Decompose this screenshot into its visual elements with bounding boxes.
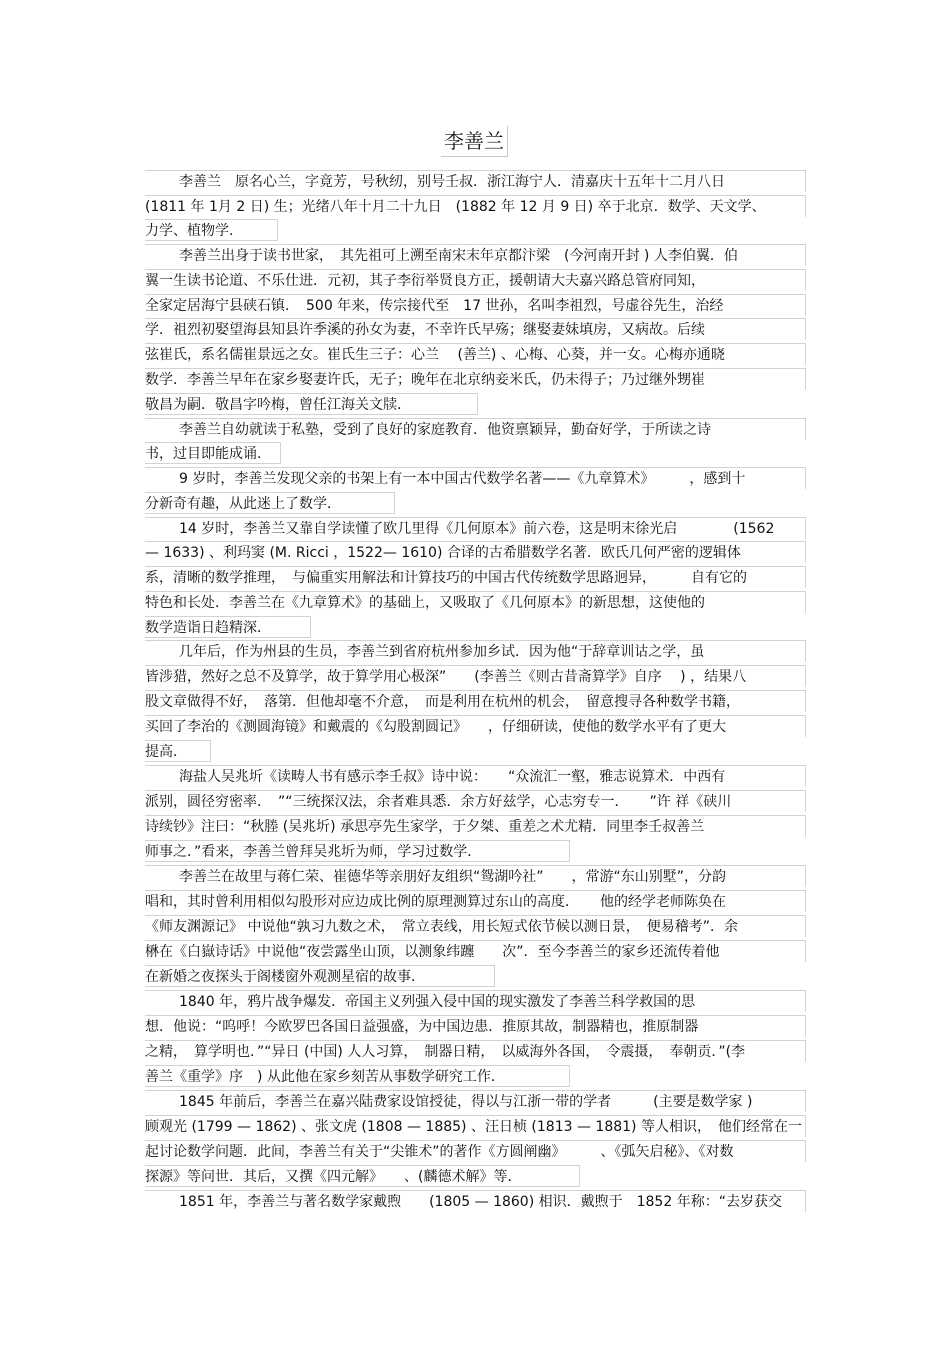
- text-line: 14 岁时，李善兰又靠自学读懂了欧几里得《几何原本》前六卷，这是明末徐光启 (1562: [145, 517, 806, 539]
- text-line: 之精， 算学明也．”“异日 (中国) 人人习算， 制器日精， 以威海外各国， 令震摄， 奉朝贡．”(李: [145, 1040, 806, 1062]
- text-line: 数学造诣日趋精深．: [145, 616, 311, 638]
- text-line: 分新奇有趣，从此迷上了数学．: [145, 492, 395, 514]
- text-line: 师事之．”看来，李善兰曾拜吴兆圻为师，学习过数学．: [145, 840, 570, 862]
- text-line: 李善兰在故里与蒋仁荣、崔德华等亲朋好友组织“鸳湖吟社” ，常游“东山别墅”，分韵: [145, 865, 806, 887]
- text-line: 力学、植物学．: [145, 219, 278, 241]
- text-line: 探源》等问世．其后，又撰《四元解》 、(麟德术解》等．: [145, 1165, 580, 1187]
- text-line: 想．他说：“呜呼！今欧罗巴各国日益强盛，为中国边患．推原其故，制器精也，推原制器: [145, 1015, 806, 1037]
- text-line: 1851 年，李善兰与著名数学家戴煦 (1805 — 1860) 相识．戴煦于 1852 年称：“去岁获交: [145, 1190, 806, 1212]
- text-line: 诗续钞》注曰：“秋塍 (吴兆圻) 承思亭先生家学，于夕桀、重差之术尤精．同里李壬叔善兰: [145, 815, 806, 837]
- text-line: 弦崔氏，系名儒崔景远之女。崔氏生三子：心兰 (善兰) 、心梅、心葵，并一女。心梅亦通晓: [145, 343, 806, 365]
- text-line: 李善兰自幼就读于私塾，受到了良好的家庭教育．他资禀颖异，勤奋好学，于所读之诗: [145, 418, 806, 440]
- text-line: 《师友渊源记》 中说他“孰习九数之术， 常立表线，用长短式依节候以测日景， 便易稽考”．余: [145, 915, 806, 937]
- text-line: 9 岁时，李善兰发现父亲的书架上有一本中国古代数学名著——《九章算术》 ，感到十: [145, 467, 806, 489]
- text-line: 1845 年前后，李善兰在嘉兴陆费家设馆授徒，得以与江浙一带的学者 (主要是数学家 ): [145, 1090, 806, 1112]
- text-line: 皆涉猎，然好之总不及算学，故于算学用心极深” (李善兰《则古昔斋算学》自序 ) ，结果八: [145, 665, 806, 687]
- text-line: 楙在《白嶽诗话》中说他“夜尝露坐山顶，以测象纬躔 次”．至今李善兰的家乡还流传着他: [145, 940, 806, 962]
- text-line: 数学．李善兰早年在家乡娶妻许氏，无子；晚年在北京纳妾米氏，仍未得子；乃过继外甥崔: [145, 368, 806, 390]
- text-line: 买回了李治的《测圆海镜》和戴震的《勾股割圆记》 ，仔细研读，使他的数学水平有了更大: [145, 715, 806, 737]
- text-line: 在新婚之夜探头于阁楼窗外观测星宿的故事．: [145, 965, 495, 987]
- text-line: 李善兰出身于读书世家， 其先祖可上溯至南宋末年京都汴梁 (今河南开封 ) 人李伯翼．伯: [145, 244, 806, 266]
- text-line: 翼一生读书论道、不乐仕进．元初，其子李衍举贤良方正，援朝请大夫嘉兴路总管府同知，: [145, 269, 806, 291]
- text-line: 系，清晰的数学推理， 与偏重实用解法和计算技巧的中国古代传统数学思路迥异， 自有它的: [145, 566, 806, 588]
- text-line: 唱和，其时曾利用相似勾股形对应边成比例的原理测算过东山的高度． 他的经学老师陈奂在: [145, 890, 806, 912]
- text-line: 顾观光 (1799 — 1862) 、张文虎 (1808 — 1885) 、汪日桢 (1813 — 1881) 等人相识， 他们经常在一: [145, 1115, 806, 1137]
- text-line: 书，过目即能成诵．: [145, 442, 281, 464]
- text-line: 1840 年，鸦片战争爆发．帝国主义列强入侵中国的现实激发了李善兰科学救国的思: [145, 990, 806, 1012]
- text-line: 提高．: [145, 740, 211, 762]
- text-line: (1811 年 1月 2 日) 生；光绪八年十月二十九日 (1882 年 12 月 9 日) 卒于北京．数学、天文学、: [145, 195, 806, 217]
- text-line: 股文章做得不好， 落第．但他却毫不介意， 而是利用在杭州的机会， 留意搜寻各种数学书籍，: [145, 690, 806, 712]
- text-line: 海盐人吴兆圻《读畴人书有感示李壬叔》诗中说： “众流汇一壑，雅志说算术．中西有: [145, 765, 806, 787]
- text-line: 特色和长处．李善兰在《九章算术》的基础上，又吸取了《几何原本》的新思想，这使他的: [145, 591, 806, 613]
- text-line: 敬昌为嗣．敬昌字吟梅，曾任江海关文牍．: [145, 393, 478, 415]
- text-line: 几年后，作为州县的生员，李善兰到省府杭州参加乡试．因为他“于辞章训诂之学，虽: [145, 640, 806, 662]
- text-line: — 1633) 、利玛窦 (M. Ricci ，1522— 1610) 合译的古希腊数学名著．欧氏几何严密的逻辑体: [145, 541, 806, 563]
- text-line: 起讨论数学问题．此间，李善兰有关于“尖锥术”的著作《方圆阐幽》 、《弧矢启秘》、《对数: [145, 1140, 806, 1162]
- text-line: 学．祖烈初娶望海县知县许季溪的孙女为妻，不幸许氏早殇；继娶妻妹填房，又病故。后续: [145, 318, 806, 340]
- text-line: 全家定居海宁县硖石镇． 500 年来，传宗接代至 17 世孙，名叫李祖烈，号虚谷先生，治经: [145, 294, 806, 316]
- text-line: 派别，圆径穷密率． ”“三统探汉法，余者难具悉．余方好兹学，心志穷专一． ”许 祥《硖川: [145, 790, 806, 812]
- document-title: 李善兰: [441, 126, 508, 157]
- text-line: 善兰《重学》序 ) 从此他在家乡刻苦从事数学研究工作．: [145, 1065, 570, 1087]
- text-line: 李善兰 原名心兰，字竟芳，号秋纫，别号壬叔．浙江海宁人．清嘉庆十五年十二月八日: [145, 170, 806, 192]
